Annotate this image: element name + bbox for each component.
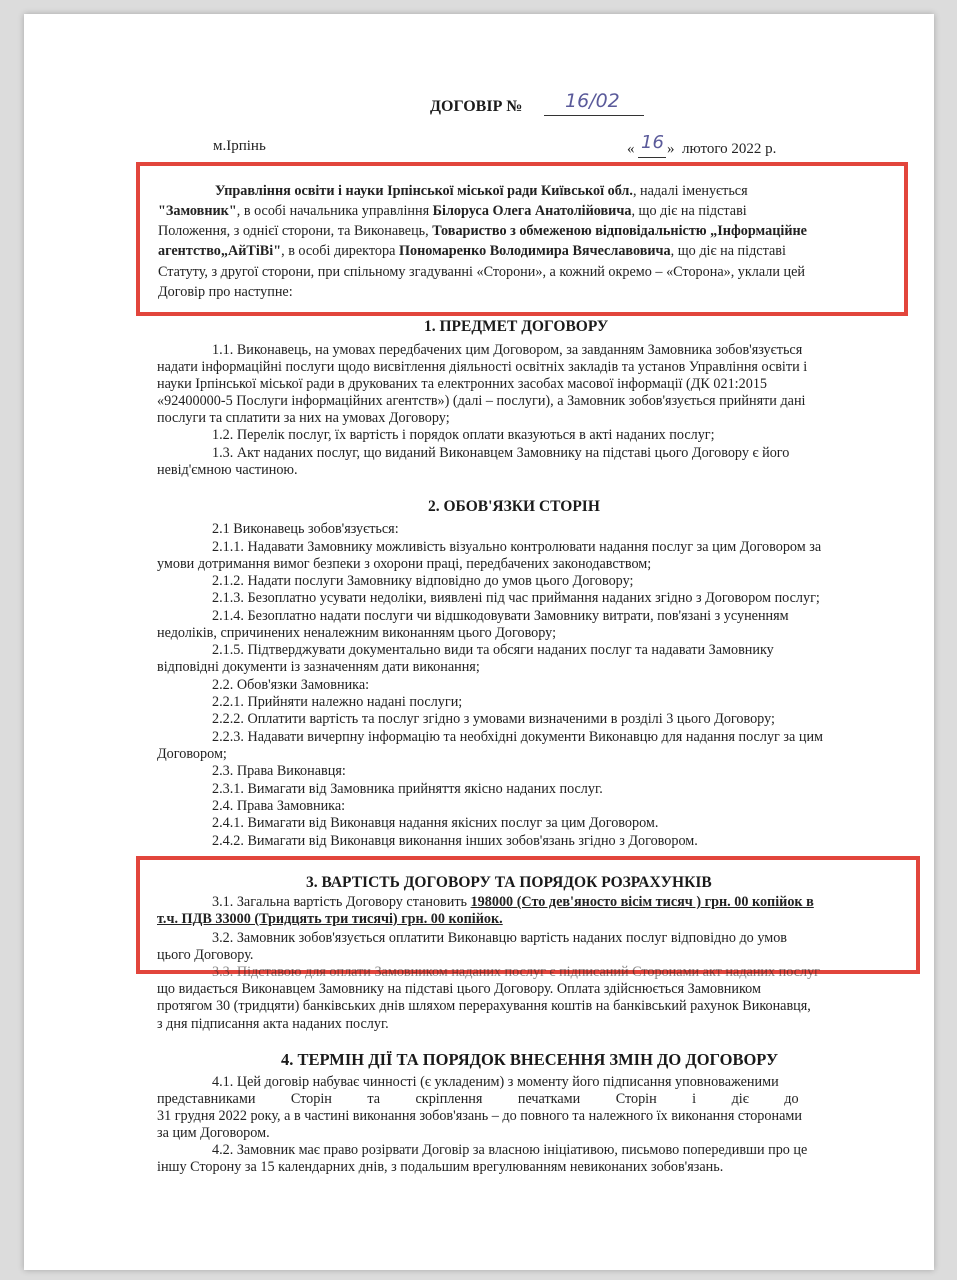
- section-2-heading: 2. ОБОВ'ЯЗКИ СТОРІН: [428, 498, 600, 515]
- s3-line-8: з дня підписання акта наданих послуг.: [157, 1016, 389, 1032]
- s2-line-16: 2.3.1. Вимагати від Замовника прийняття якісно наданих послуг.: [212, 781, 603, 797]
- s1-line-1: 1.1. Виконавець, на умовах передбачених цим Договором, за завданням Замовника зобов'язується: [212, 342, 803, 358]
- s3-line-1: 3.1. Загальна вартість Договору становить 198000 (Сто дев'яносто вісім тисяч ) грн. 00 копійок в: [212, 894, 814, 910]
- s4-line-1: 4.1. Цей договір набуває чинності (є укладеним) з моменту його підписання уповноваженими: [212, 1074, 779, 1090]
- s1-line-6: 1.2. Перелік послуг, їх вартість і порядок оплати вказуються в акті наданих послуг;: [212, 427, 715, 443]
- s2-line-18: 2.4.1. Вимагати від Виконавця надання якісних послуг за цим Договором.: [212, 815, 659, 831]
- section-1-heading: 1. ПРЕДМЕТ ДОГОВОРУ: [424, 318, 609, 335]
- contract-title: ДОГОВІР №: [430, 98, 523, 115]
- s1-line-7: 1.3. Акт наданих послуг, що виданий Виконавцем Замовнику на підставі цього Договору є його: [212, 445, 790, 461]
- s3-line-7: протягом 30 (тридцяти) банківських днів шляхом перерахування коштів на банківський рахунок Виконавця,: [157, 998, 811, 1014]
- s4-line-2: представниками Сторін та скріплення печатками Сторін і діє до: [157, 1091, 799, 1107]
- s1-line-4: «92400000-5 Послуги інформаційних агентств») (далі – послуги), а Замовник зобов'язується прийняти дані: [157, 393, 806, 409]
- s2-line-8: 2.1.5. Підтверджувати документально види та обсяги наданих послуг та надавати Замовнику: [212, 642, 774, 658]
- s3-line-6: що видається Виконавцем Замовнику на підставі цього Договору. Оплата здійснюється Замовником: [157, 981, 761, 997]
- preamble-line-2: "Замовник", в особі начальника управління Білоруса Олега Анатолійовича, що діє на підставі: [158, 203, 747, 219]
- s3-line-2: т.ч. ПДВ 33000 (Тридцять три тисячі) грн. 00 копійок.: [157, 911, 503, 927]
- preamble-line-5: Статуту, з другої сторони, при спільному згадуванні «Сторони», а кожний окремо – «Сторона», уклали цей: [158, 264, 805, 280]
- s2-line-17: 2.4. Права Замовника:: [212, 798, 346, 814]
- s2-line-19: 2.4.2. Вимагати від Виконавця виконання інших зобов'язань згідно з Договором.: [212, 833, 698, 849]
- s2-line-5: 2.1.3. Безоплатно усувати недоліки, виявлені під час приймання наданих згідно з Договором послуг;: [212, 590, 820, 606]
- preamble-line-1: Управління освіти і науки Ірпінської міської ради Київської обл., надалі іменується: [215, 183, 748, 199]
- s3-line-4: цього Договору.: [157, 947, 254, 963]
- s2-line-15: 2.3. Права Виконавця:: [212, 763, 346, 779]
- s2-line-6: 2.1.4. Безоплатно надати послуги чи відшкодовувати Замовнику витрати, пов'язані з усуненням: [212, 608, 789, 624]
- date-day-line: [638, 157, 666, 158]
- s2-line-10: 2.2. Обов'язки Замовника:: [212, 677, 370, 693]
- s2-line-2: 2.1.1. Надавати Замовнику можливість візуально контролювати надання послуг за цим Договором за: [212, 539, 822, 555]
- s2-line-4: 2.1.2. Надати послуги Замовнику відповідно до умов цього Договору;: [212, 573, 634, 589]
- s4-line-5: 4.2. Замовник має право розірвати Договір за власною ініціативою, письмово попередивши про це: [212, 1142, 808, 1158]
- date-day: 16: [641, 132, 664, 153]
- s2-line-1: 2.1 Виконавець зобов'язується:: [212, 521, 399, 537]
- preamble-line-3: Положення, з однієї сторони, та Виконавець, Товариство з обмеженою відповідальністю „Інформаційне: [158, 223, 807, 239]
- s3-line-5: 3.3. Підставою для оплати Замовником наданих послуг є підписаний Сторонами акт наданих послуг: [212, 964, 820, 980]
- date-rest: лютого 2022 р.: [682, 141, 777, 157]
- city: м.Ірпінь: [213, 138, 266, 154]
- contract-number-line: [544, 115, 644, 116]
- section-3-heading: 3. ВАРТІСТЬ ДОГОВОРУ ТА ПОРЯДОК РОЗРАХУНКІВ: [306, 874, 712, 891]
- s4-line-3: 31 грудня 2022 року, а в частині виконання зобов'язань – до повного та належного їх виконання сторонами: [157, 1108, 802, 1124]
- s2-line-7: недоліків, спричинених неналежним виконанням цього Договору;: [157, 625, 557, 641]
- s1-line-8: невід'ємною частиною.: [157, 462, 298, 478]
- s4-line-4: за цим Договором.: [157, 1125, 270, 1141]
- contract-number: 16/02: [565, 90, 620, 112]
- s2-line-9: відповідні документи із зазначенням дати виконання;: [157, 659, 480, 675]
- date-open-quote: «: [627, 141, 635, 157]
- s1-line-3: науки Ірпінської міської ради в друкованих та електронних засобах масової інформації (ДК 021:2015: [157, 376, 768, 392]
- date-close-quote: »: [667, 141, 675, 157]
- s4-line-6: іншу Сторону за 15 календарних днів, з подальшим врегулюванням невиконаних зобов'язань.: [157, 1159, 724, 1175]
- s1-line-5: послуги та сплатити за них на умовах Договору;: [157, 410, 450, 426]
- section-4-heading: 4. ТЕРМІН ДІЇ ТА ПОРЯДОК ВНЕСЕННЯ ЗМІН ДО ДОГОВОРУ: [281, 1050, 779, 1069]
- s2-line-12: 2.2.2. Оплатити вартість та послуг згідно з умовами визначеними в розділі 3 цього Договору;: [212, 711, 775, 727]
- s1-line-2: надати інформаційні послуги щодо висвітлення діяльності освітніх закладів та установ Управління освіти і: [157, 359, 808, 375]
- preamble-line-4: агентство„АйТіВі", в особі директора Пономаренко Володимира Вячеславовича, що діє на підставі: [158, 243, 786, 259]
- s3-line-3: 3.2. Замовник зобов'язується оплатити Виконавцю вартість наданих послуг відповідно до умов: [212, 930, 787, 946]
- preamble-line-6: Договір про наступне:: [158, 284, 293, 300]
- s2-line-14: Договором;: [157, 746, 227, 762]
- s2-line-11: 2.2.1. Прийняти належно надані послуги;: [212, 694, 463, 710]
- s2-line-3: умови дотримання вимог безпеки з охорони праці, передбачених законодавством;: [157, 556, 652, 572]
- s2-line-13: 2.2.3. Надавати вичерпну інформацію та необхідні документи Виконавцю для надання послуг за цим: [212, 729, 824, 745]
